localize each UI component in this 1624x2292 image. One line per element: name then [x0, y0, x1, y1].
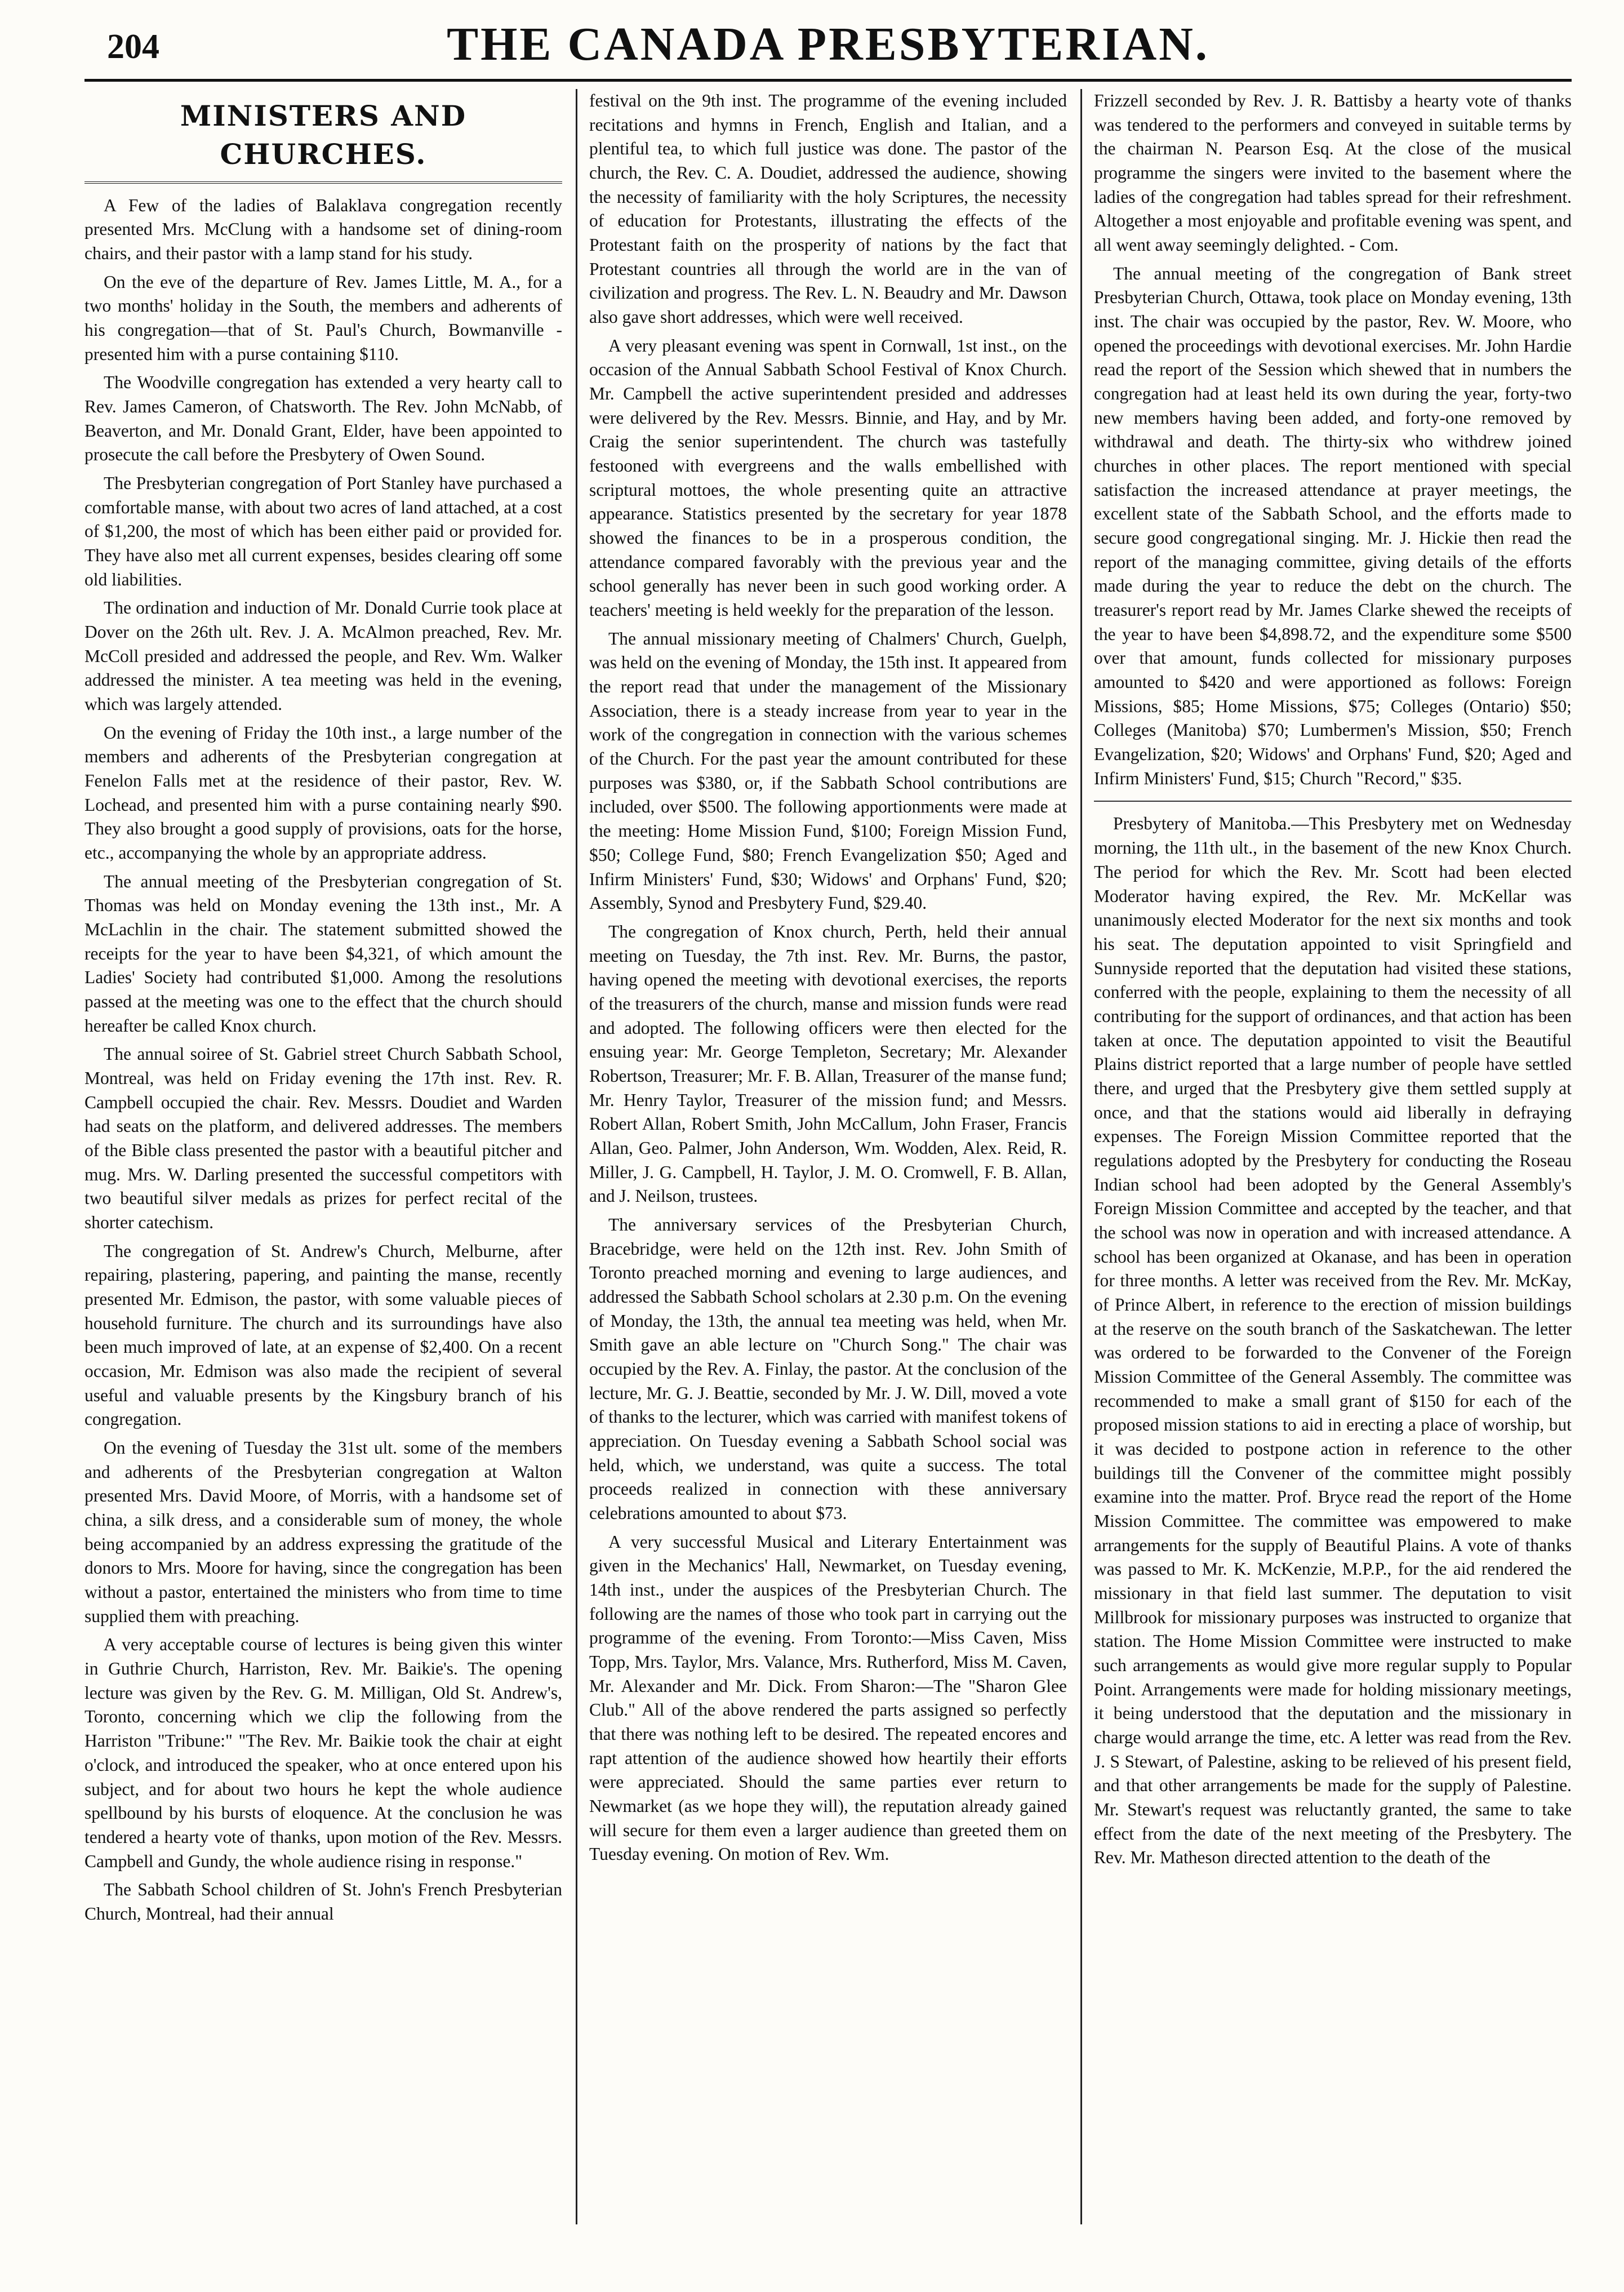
column-2	[589, 89, 1067, 2224]
column-1	[84, 89, 562, 2224]
news-item: A very pleasant evening was spent in Cornwall, 1st inst., on the occasion of the Annual Sabbath School Festival of Knox Church. Mr. Campbell the active superintendent presided and addresses were delivered by the Rev. Messrs. Binnie, and Hay, and by Mr. Craig the senior superintendent. The church was tastefully festooned with evergreens and the walls embellished with scriptural mottoes, the whole presenting quite an attractive appearance. Statistics presented by the secretary for year 1878 showed the finances to be in a prosperous condition, the attendance compared favorably with the previous year and the school generally has never been in such good working order. A teachers' meeting is held weekly for the preparation of the lesson.	[589, 335, 1067, 620]
news-item: On the evening of Tuesday the 31st ult. some of the members and adherents of the Presbyterian congregation at Walton presented Mrs. David Moore, of Morris, with a handsome set of china, a silk dress, and a considerable sum of money, the whole being accompanied by an address expressing the gratitude of the donors to Mrs. Moore for having, since the congregation has been without a pastor, entertained the ministers who from time to time supplied them with preaching.	[84, 1438, 562, 1626]
page-header	[84, 17, 1572, 85]
page-number: 204	[107, 28, 159, 66]
news-item: The congregation of St. Andrew's Church, Melburne, after repairing, plastering, papering, and painting the manse, recently presented Mr. Edmison, the pastor, with some valuable pieces of household furniture. The church and its surroundings have also been much improved of late, at an expense of $2,400. On a recent occasion, Mr. Edmison was also made the recipient of several useful and valuable presents by the Kingsbury branch of his congregation.	[84, 1241, 562, 1429]
column-3	[1094, 89, 1572, 2224]
news-item: The ordination and induction of Mr. Donald Currie took place at Dover on the 26th ult. Rev. J. A. McAlmon preached, Rev. Mr. McColl presided and addressed the people, and Rev. Wm. Walker addressed the minister. A tea meeting was held in the evening, which was largely attended.	[84, 598, 562, 714]
news-item: On the eve of the departure of Rev. James Little, M. A., for a two months' holiday in the South, the members and adherents of his congregation—that of St. Paul's Church, Bowmanville - presented him with a purse containing $110.	[84, 272, 562, 364]
news-item: The anniversary services of the Presbyterian Church, Bracebridge, were held on the 12th inst. Rev. John Smith of Toronto preached morning and evening to large audiences, and addressed the Sabbath School scholars at 2.30 p.m. On the evening of Monday, the 13th, the annual tea meeting was held, when Mr. Smith gave an able lecture on "Church Song." The chair was occupied by the Rev. A. Finlay, the pastor. At the conclusion of the lecture, Mr. G. J. Beattie, seconded by Mr. J. W. Dill, moved a vote of thanks to the lecturer, which was carried with manifest tokens of appreciation. On Tuesday evening a Sabbath School social was held, which, we understand, was quite a success. The total proceeds realized in connection with these anniversary celebrations amounted to about $73.	[589, 1214, 1067, 1523]
news-item: Frizzell seconded by Rev. J. R. Battisby a hearty vote of thanks was tendered to the performers and conveyed in suitable terms by the chairman N. Pearson Esq. At the close of the musical programme the singers were invited to the basement where the ladies of the congregation had tables spread for their refreshment. Altogether a most enjoyable and profitable evening was spent, and all went away seemingly delighted. - Com.	[1094, 91, 1572, 255]
news-item: The Sabbath School children of St. John's French Presbyterian Church, Montreal, had their annual	[84, 1880, 562, 1924]
news-item: The annual meeting of the congregation of Bank street Presbyterian Church, Ottawa, took place on Monday evening, 13th inst. The chair was occupied by the pastor, Rev. W. Moore, who opened the proceedings with devotional exercises. Mr. John Hardie read the report of the Session which shewed that in numbers the congregation had at least held its own during the year, forty-two new members having been added, and forty-one removed by withdrawal and death. The thirty-six who withdrew joined churches in other places. The report mentioned with special satisfaction the increased attendance at prayer meetings, the excellent state of the Sabbath School, and the efforts made to secure good congregational singing. Mr. J. Hickie then read the report of the managing committee, giving details of the efforts made during the year to reduce the debt on the church. The treasurer's report read by Mr. James Clarke shewed the receipts of the year to have been $4,898.72, and the expenditure some $500 over that amount, funds collected for missionary purposes amounted to $420 and were apportioned as follows: Foreign Missions, $85; Home Missions, $75; Colleges (Ontario) $50; Colleges (Manitoba) $70; Lumbermen's Mission, $50; French Evangelization, $20; Widows' and Orphans' Fund, $20; Aged and Infirm Ministers' Fund, $15; Church "Record," $35.	[1094, 263, 1572, 788]
news-item: The Woodville congregation has extended a very hearty call to Rev. James Cameron, of Chatsworth. The Rev. John McNabb, of Beaverton, and Mr. Donald Grant, Elder, have been appointed to prosecute the call before the Presbytery of Owen Sound.	[84, 372, 562, 465]
section-divider	[1094, 801, 1572, 802]
news-item: festival on the 9th inst. The programme of the evening included recitations and hymns in French, English and Italian, and a plentiful tea, to which full justice was done. The pastor of the church, the Rev. C. A. Doudiet, addressed the audience, showing the necessity of familiarity with the holy Scriptures, the necessity of education for Protestants, illustrating the effects of the Protestant faith on the prosperity of nations by the fact that Protestant countries all through the world are in the van of civilization and progress. The Rev. L. N. Beaudry and Mr. Dawson also gave short addresses, which were well received.	[589, 91, 1067, 327]
column-rule	[576, 89, 577, 2224]
news-item: A very acceptable course of lectures is being given this winter in Guthrie Church, Harriston, Rev. Mr. Baikie's. The opening lecture was given by the Rev. G. M. Milligan, Old St. Andrew's, Toronto, concerning which we clip the following from the Harriston "Tribune:" "The Rev. Mr. Baikie took the chair at eight o'clock, and introduced the speaker, who at once entered upon his subject, and for about two hours he kept the whole audience spellbound by his bursts of eloquence. At the conclusion he was tendered a hearty vote of thanks, upon motion of the Rev. Messrs. Campbell and Gundy, the whole audience rising in response."	[84, 1634, 562, 1871]
news-item: The annual meeting of the Presbyterian congregation of St. Thomas was held on Monday evening the 13th inst., Mr. A McLachlin in the chair. The statement submitted showed the receipts for the year to have been $4,321, of which amount the Ladies' Society had contributed $1,000. Among the resolutions passed at the meeting was one to the effect that the church should hereafter be called Knox church.	[84, 871, 562, 1036]
header-rule	[84, 79, 1572, 82]
news-item: A Few of the ladies of Balaklava congregation recently presented Mrs. McClung with a handsome set of dining-room chairs, and their pastor with a lamp stand for his study.	[84, 195, 562, 263]
news-item: The congregation of Knox church, Perth, held their annual meeting on Tuesday, the 7th inst. Rev. Mr. Burns, the pastor, having opened the meeting with devotional exercises, the reports of the treasurers of the church, manse and mission funds were read and adopted. The following officers were then elected for the ensuing year: Mr. George Templeton, Secretary; Mr. Alexander Robertson, Treasurer; Mr. F. B. Allan, Treasurer of the manse fund; Mr. Henry Taylor, Treasurer of the mission fund; and Messrs. Robert Allan, Robert Smith, John McCallum, John Fraser, Francis Allan, Geo. Palmer, John Anderson, Wm. Wodden, Alex. Reid, R. Miller, J. G. Campbell, H. Taylor, J. M. O. Cromwell, F. B. Allan, and J. Neilson, trustees.	[589, 921, 1067, 1206]
news-item: The annual soiree of St. Gabriel street Church Sabbath School, Montreal, was held on Friday evening the 17th inst. Rev. R. Campbell occupied the chair. Rev. Messrs. Doudiet and Warden had seats on the platform, and delivered addresses. The members of the Bible class presented the pastor with a beautiful pitcher and mug. Mrs. W. Darling presented the successful competitors with two beautiful silver medals as prizes for perfect recital of the shorter catechism.	[84, 1044, 562, 1233]
column-rule	[1080, 89, 1082, 2224]
news-item: A very successful Musical and Literary Entertainment was given in the Mechanics' Hall, Newmarket, on Tuesday evening, 14th inst., under the auspices of the Presbyterian Church. The following are the names of those who took part in carrying out the programme of the evening. From Toronto:—Miss Caven, Miss Topp, Mrs. Taylor, Mrs. Valance, Mrs. Rutherford, Miss M. Caven, Mr. Alexander and Mr. Dick. From Sharon:—The "Sharon Glee Club." All of the above rendered the parts assigned so perfectly that there was nothing left to be desired. The repeated encores and rapt attention of the audience showed how heartily their efforts were appreciated. Should the same parties ever return to Newmarket (as we hope they will), the reputation already gained will secure for them even a larger audience than greeted them on Tuesday evening. On motion of Rev. Wm.	[589, 1531, 1067, 1864]
section-heading: MINISTERS AND CHURCHES.	[84, 89, 562, 184]
news-item: Presbytery of Manitoba.—This Presbytery met on Wednesday morning, the 11th ult., in the basement of the new Knox Church. The period for which the Rev. Mr. Scott had been elected Moderator having expired, the Rev. Mr. McKellar was unanimously elected Moderator for the next six months and took his seat. The deputation appointed to visit Springfield and Sunnyside reported that the deputation had visited these stations, conferred with the people, explaining to them the necessity of all contributing for the support of ordinances, and that action has been taken at once. The deputation appointed to visit the Beautiful Plains district reported that a large number of people have settled there, and urged that the Presbytery give them settled supply at once, and that the stations would aid liberally in defraying expenses. The Foreign Mission Committee reported that the regulations adopted by the Presbytery for conducting the Roseau Indian school had been adopted by the General Assembly's Foreign Mission Committee and accepted by the teacher, and that the school was now in operation and with increased attendance. A school has been organized at Okanase, and has been in operation for three months. A letter was received from the Rev. Mr. McKay, of Prince Albert, in reference to the erection of mission buildings at the reserve on the south branch of the Saskatchewan. The letter was ordered to be forwarded to the Convener of the Foreign Mission Committee of the General Assembly. The committee was recommended to make a small grant of $150 for each of the proposed mission stations to aid in erecting a place of worship, but it was decided to postpone action in reference to the other buildings till the Convener of the committee might possibly examine into the matter. Prof. Bryce read the report of the Home Mission Committee. The committee was empowered to make arrangements for the supply of Beautiful Plains. A vote of thanks was passed to Mr. K. McKenzie, M.P.P., for the aid rendered the missionary in that field last summer. The deputation to visit Millbrook for missionary purposes was instructed to organize that station. The Home Mission Committee were instructed to make such arrangements as would give more regular supply to Popular Point. Arrangements were made for holding missionary meetings, it being understood that the deputation and the missionary in charge would arrange the time, etc. A letter was read from the Rev. J. S Stewart, of Palestine, asking to be relieved of his present field, and that other arrangements be made for the supply of Palestine. Mr. Stewart's request was reluctantly granted, the same to take effect from the date of the next meeting of the Presbytery. The Rev. Mr. Matheson directed attention to the death of the	[1094, 814, 1572, 1868]
journal-title: THE CANADA PRESBYTERIAN.	[447, 18, 1209, 70]
news-item: On the evening of Friday the 10th inst., a large number of the members and adherents of the Presbyterian congregation at Fenelon Falls met at the residence of their pastor, Rev. W. Lochead, and presented him with a purse containing nearly $90. They also brought a good supply of provisions, oats for the horse, etc., accompanying the whole by an appropriate address.	[84, 722, 562, 863]
news-item: The Presbyterian congregation of Port Stanley have purchased a comfortable manse, with about two acres of land attached, at a cost of $1,200, the most of which has been either paid or provided for. They have also met all current expenses, besides clearing off some old liabilities.	[84, 473, 562, 589]
news-item: The annual missionary meeting of Chalmers' Church, Guelph, was held on the evening of Monday, the 15th inst. It appeared from the report read that under the management of the Missionary Association, there is a steady increase from year to year in the work of the congregation in connection with the various schemes of the Church. For the past year the amount contributed for these purposes was $380, or, if the Sabbath School contributions are included, over $500. The following apportionments were made at the meeting: Home Mission Fund, $100; Foreign Mission Fund, $50; College Fund, $80; French Evangelization $50; Aged and Infirm Ministers' Fund, $30; Widows' and Orphans' Fund, $20; Assembly, Synod and Presbytery Fund, $29.40.	[589, 628, 1067, 913]
article-columns	[84, 89, 1572, 2224]
